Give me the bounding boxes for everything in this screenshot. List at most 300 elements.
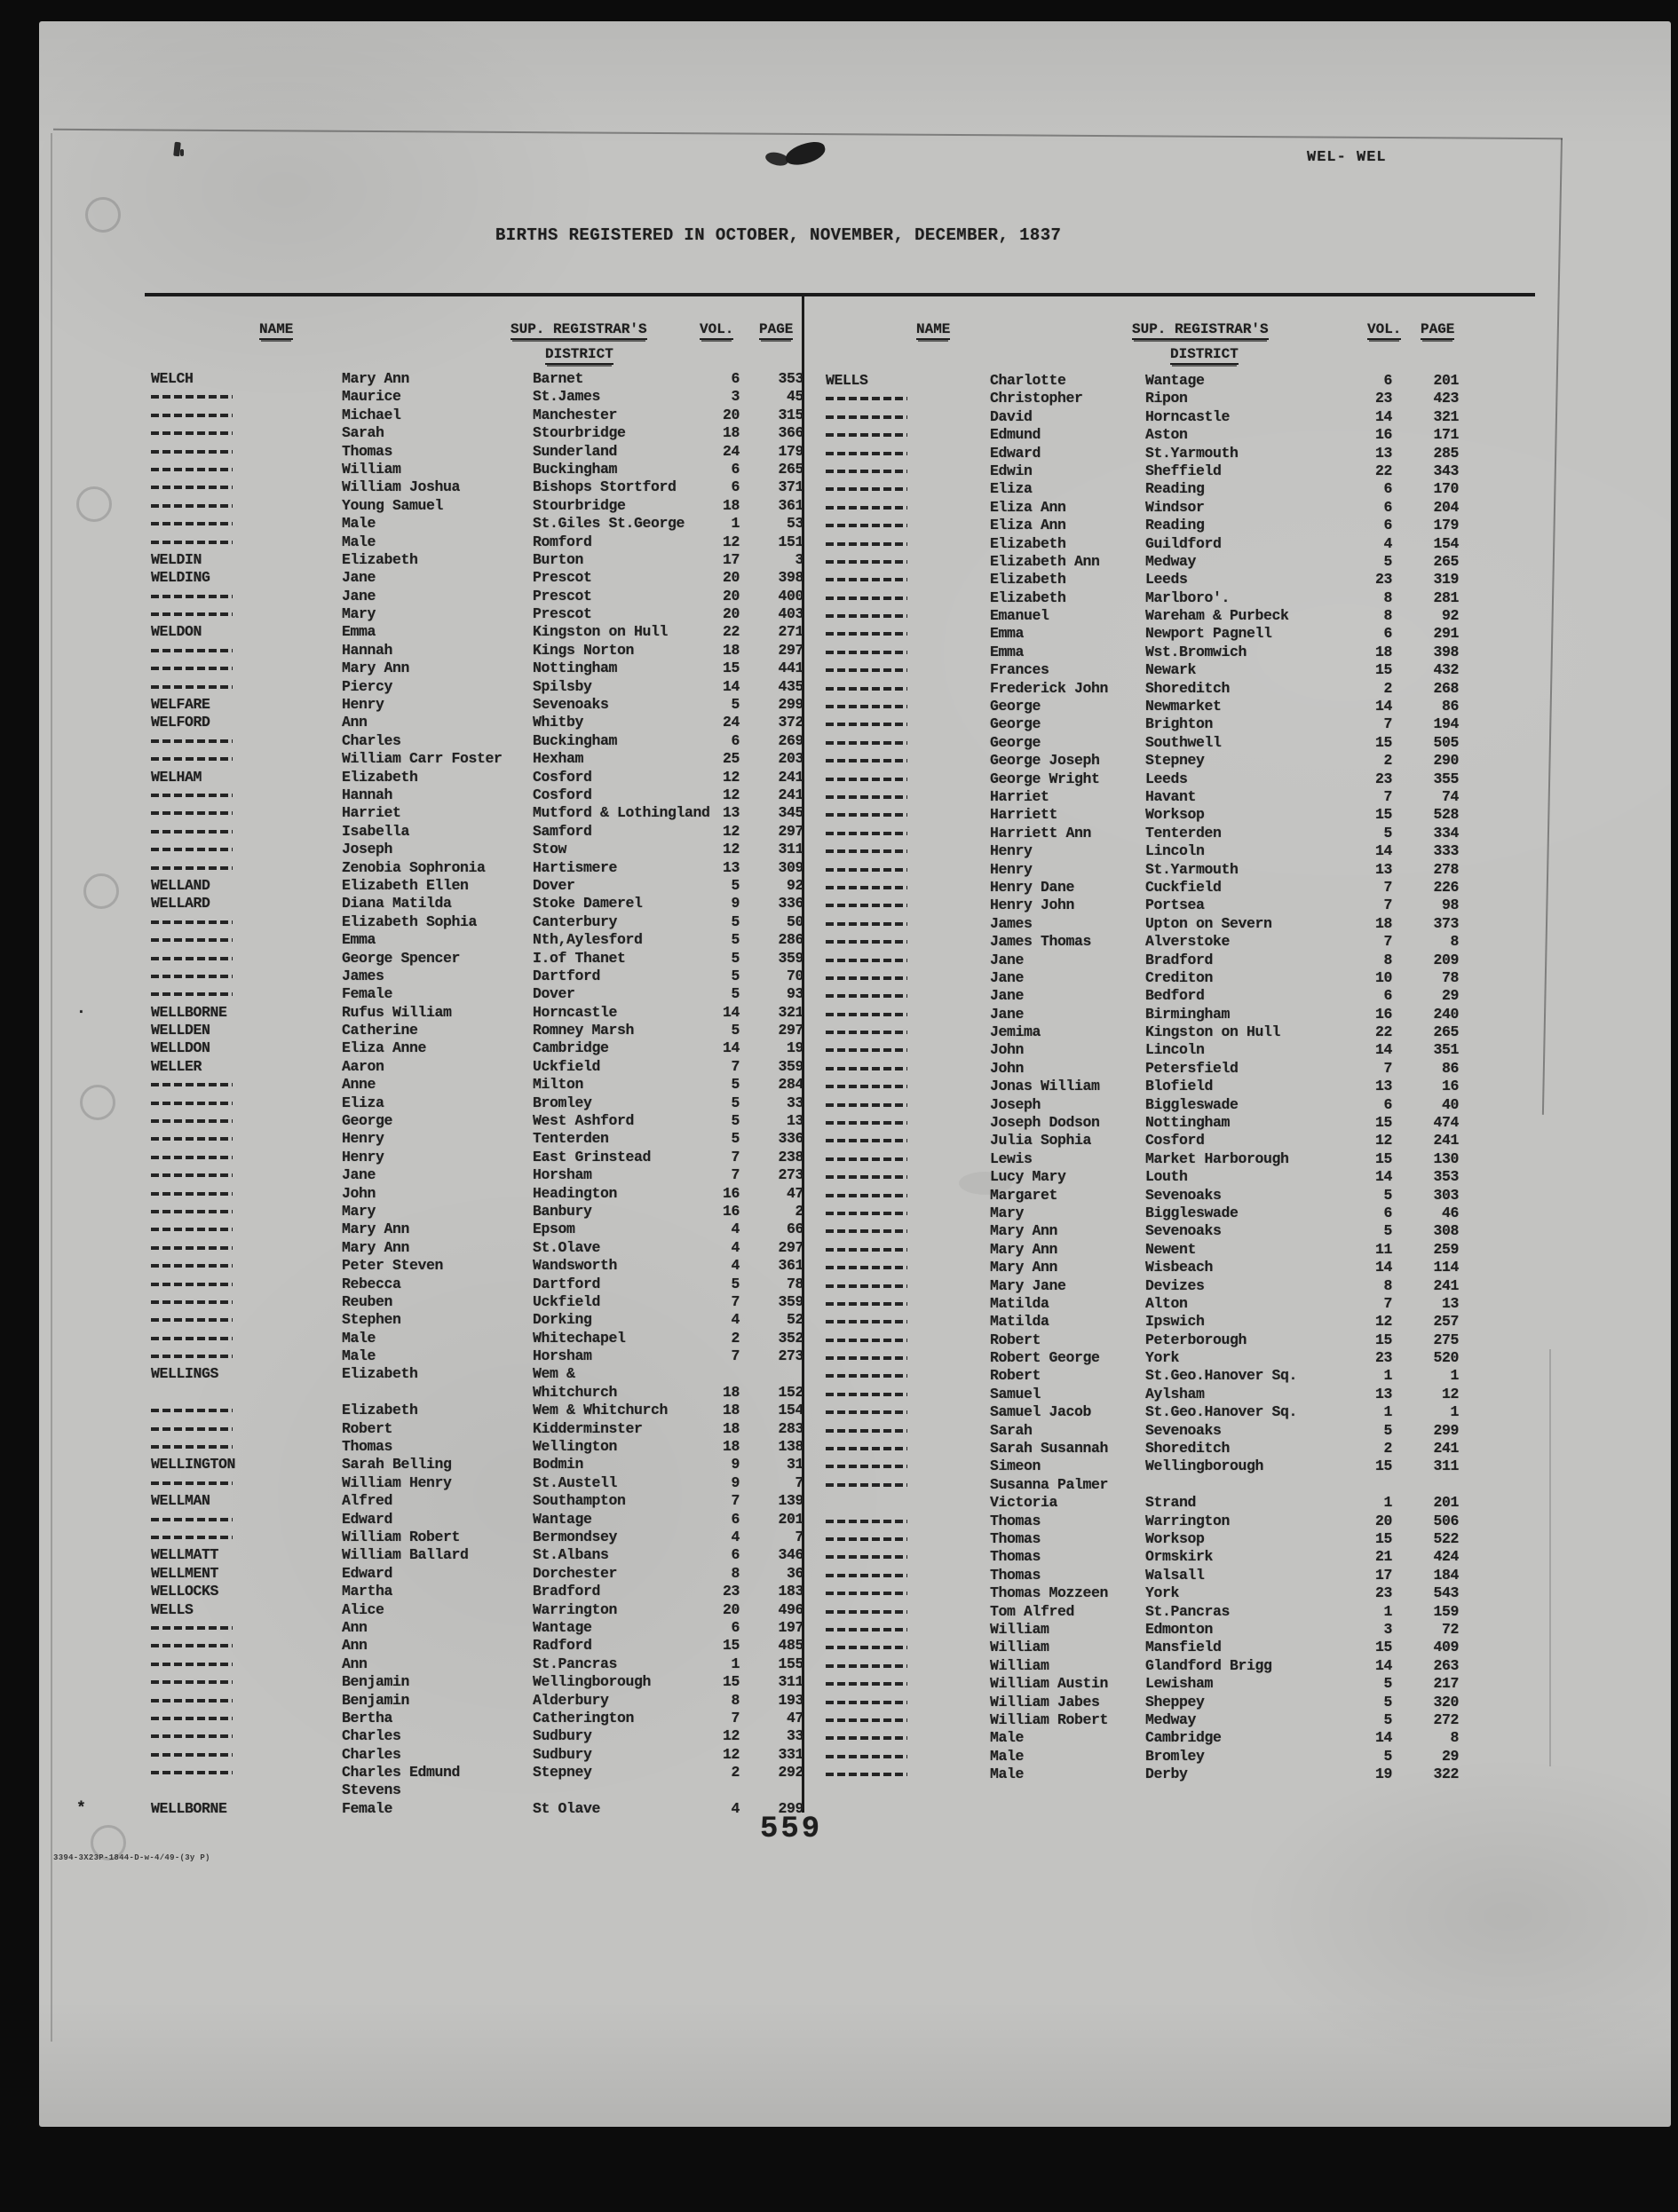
- page-title: BIRTHS REGISTERED IN OCTOBER, NOVEMBER, DECEMBER, 1837: [495, 225, 1062, 245]
- index-entry-row: [151, 1655, 808, 1673]
- district-cell: Leeds: [1145, 571, 1188, 589]
- index-entry-row: [151, 660, 808, 677]
- ditto-mark: [826, 1610, 907, 1614]
- volume-cell: 7: [1383, 878, 1392, 896]
- given-name-cell: George Joseph: [990, 752, 1100, 770]
- ditto-mark: [151, 1246, 233, 1250]
- ditto-mark: [151, 1518, 233, 1521]
- page-cell: 403: [778, 605, 803, 623]
- volume-cell: 12: [722, 768, 740, 786]
- volume-cell: 7: [731, 1492, 740, 1510]
- given-name-cell: Robert: [990, 1367, 1041, 1385]
- given-name-cell: Elizabeth: [342, 550, 418, 568]
- given-name-cell: Benjamin: [342, 1691, 410, 1709]
- index-entry-row: [826, 1621, 1483, 1639]
- index-entry-row: [151, 750, 808, 768]
- given-name-cell: Ann: [342, 1655, 368, 1672]
- page-cell: 308: [1433, 1222, 1459, 1240]
- page-cell: 238: [778, 1148, 803, 1165]
- volume-cell: 14: [1374, 842, 1392, 860]
- district-cell: Bedford: [1145, 987, 1205, 1005]
- district-cell: Warrington: [1145, 1512, 1231, 1529]
- district-cell: Edmonton: [1145, 1620, 1214, 1638]
- volume-cell: 4: [1383, 534, 1392, 552]
- given-name-cell: Eliza Anne: [342, 1039, 427, 1057]
- volume-cell: 15: [1374, 806, 1392, 824]
- given-name-cell: William Joshua: [342, 478, 461, 496]
- index-entry-row: [826, 535, 1483, 553]
- index-entry-row: [826, 462, 1483, 480]
- district-cell: Sunderland: [533, 442, 618, 460]
- ditto-mark: [826, 994, 907, 998]
- volume-cell: 6: [731, 370, 740, 387]
- page-cell: 522: [1433, 1530, 1459, 1547]
- surname-cell: [151, 1692, 233, 1702]
- ditto-mark: [151, 757, 233, 761]
- district-cell: Lincoln: [1145, 1041, 1205, 1059]
- page-cell: 179: [1433, 517, 1459, 534]
- index-entry-row: [151, 769, 808, 786]
- page-cell: 72: [1441, 1620, 1459, 1638]
- index-entry-row: [826, 1476, 1483, 1494]
- surname-cell: [826, 1041, 907, 1052]
- ditto-mark: [151, 938, 233, 942]
- given-name-cell: Thomas: [990, 1566, 1041, 1584]
- given-name-cell: George: [990, 715, 1041, 733]
- ditto-mark: [151, 1156, 233, 1159]
- page-cell: 7: [795, 1529, 803, 1545]
- page-cell: 8: [1450, 933, 1459, 951]
- given-name-cell: Elizabeth: [342, 1365, 418, 1383]
- surname-cell: [151, 388, 233, 399]
- page-cell: 130: [1433, 1149, 1459, 1167]
- district-cell: Guildford: [1145, 534, 1222, 552]
- index-entry-row: [826, 1006, 1483, 1023]
- given-name-cell: Bertha: [342, 1709, 393, 1726]
- volume-cell: 23: [1374, 390, 1392, 407]
- index-entry-row: [826, 788, 1483, 806]
- page-cell: 290: [1433, 752, 1459, 770]
- given-name-cell: Elizabeth Sophia: [342, 912, 478, 930]
- index-entry-row: [151, 1347, 808, 1365]
- ditto-mark: [826, 1013, 907, 1016]
- index-entry-row: [826, 1168, 1483, 1186]
- ditto-mark: [826, 959, 907, 962]
- given-name-cell: Robert: [342, 1419, 393, 1437]
- district-cell: Portsea: [1145, 897, 1205, 914]
- surname-cell: [826, 770, 907, 781]
- page-cell: 474: [1433, 1114, 1459, 1132]
- index-entry-row: [151, 1402, 808, 1419]
- ditto-mark: [826, 1194, 907, 1197]
- volume-cell: 4: [731, 1257, 740, 1275]
- page-cell: 409: [1433, 1639, 1459, 1656]
- volume-cell: 12: [722, 841, 740, 858]
- volume-cell: 6: [1383, 1204, 1392, 1221]
- col-header-vol-left: VOL.: [700, 321, 733, 340]
- volume-cell: 7: [1383, 1059, 1392, 1077]
- ditto-mark: [151, 975, 233, 978]
- given-name-cell: Mary Ann: [990, 1240, 1058, 1258]
- volume-cell: 15: [1374, 1331, 1392, 1348]
- margin-marker: ·: [76, 1003, 86, 1022]
- district-cell: Bromley: [533, 1094, 592, 1111]
- page-cell: 154: [1433, 534, 1459, 552]
- ditto-mark: [151, 830, 233, 833]
- page-cell: 257: [1433, 1313, 1459, 1331]
- volume-cell: 12: [1374, 1313, 1392, 1331]
- surname-cell: [151, 478, 233, 489]
- district-cell: Whitby: [533, 714, 584, 731]
- surname-cell: [151, 1746, 233, 1757]
- col-header-page-left: PAGE: [759, 321, 793, 340]
- index-entry-row: [151, 913, 808, 931]
- ditto-mark: [826, 1320, 907, 1323]
- ditto-mark: [151, 811, 233, 815]
- district-cell: St.Pancras: [533, 1655, 618, 1672]
- index-entry-row: [826, 680, 1483, 698]
- surname-cell: [826, 861, 907, 872]
- given-name-cell: Samuel Jacob: [990, 1403, 1092, 1421]
- given-name-cell: Lucy Mary: [990, 1168, 1066, 1186]
- ditto-mark: [826, 759, 907, 762]
- ditto-mark: [151, 468, 233, 471]
- volume-cell: 5: [731, 912, 740, 930]
- surname-cell: [151, 1420, 233, 1431]
- index-entry-row: [151, 804, 808, 822]
- district-cell: Blofield: [1145, 1078, 1214, 1095]
- col-header-district-right: SUP. REGISTRAR'S: [1132, 321, 1269, 340]
- index-entry-row: [826, 952, 1483, 969]
- surname-cell: [826, 1403, 907, 1414]
- ditto-mark: [826, 1157, 907, 1161]
- district-cell: Hexham: [533, 750, 584, 768]
- given-name-cell: Alfred: [342, 1492, 393, 1510]
- index-entry-row: [151, 443, 808, 461]
- index-entry-row: [151, 895, 808, 912]
- print-code: 3394-3X23P-1844-D-w-4/49-(3y P): [53, 1853, 210, 1862]
- page-cell: 432: [1433, 661, 1459, 679]
- district-cell: Bradford: [1145, 951, 1214, 968]
- surname-cell: [826, 571, 907, 581]
- given-name-cell: William Robert: [342, 1529, 461, 1545]
- page-cell: 400: [778, 587, 803, 604]
- page-cell: 309: [778, 858, 803, 876]
- given-name-cell: Joseph Dodson: [990, 1114, 1100, 1132]
- given-name-cell: Julia Sophia: [990, 1132, 1092, 1149]
- ditto-mark: [151, 1173, 233, 1177]
- surname-cell: [826, 1711, 907, 1722]
- surname-cell: WELLBORNE: [151, 1003, 227, 1021]
- index-entry-row: [826, 1748, 1483, 1766]
- index-entry-row: [826, 1440, 1483, 1458]
- index-entry-row: [151, 1420, 808, 1438]
- surname-cell: [826, 1096, 907, 1107]
- index-table-left: [76, 370, 808, 1818]
- volume-cell: 13: [1374, 1385, 1392, 1402]
- given-name-cell: Harriet: [342, 804, 401, 822]
- page-cell: 441: [778, 660, 803, 677]
- surname-cell: [826, 517, 907, 527]
- surname-cell: [151, 1438, 233, 1449]
- page-cell: 265: [778, 460, 803, 478]
- district-cell: Birmingham: [1145, 1005, 1231, 1023]
- col-header-district2-left: DISTRICT: [545, 346, 613, 365]
- index-entry-row: [826, 607, 1483, 625]
- surname-cell: [151, 1239, 233, 1250]
- district-cell: Petersfield: [1145, 1059, 1239, 1077]
- surname-cell: [151, 424, 233, 435]
- index-entry-row: [826, 842, 1483, 860]
- ditto-mark: [151, 957, 233, 960]
- district-cell: Southwell: [1145, 733, 1222, 751]
- district-cell: Cosford: [533, 786, 592, 803]
- given-name-cell: Charles: [342, 731, 401, 749]
- district-cell: Marlboro'.: [1145, 589, 1231, 606]
- surname-cell: [826, 1259, 907, 1269]
- volume-cell: 12: [722, 822, 740, 840]
- surname-cell: WELLS: [151, 1600, 194, 1618]
- volume-cell: 6: [731, 731, 740, 749]
- index-entry-row: [151, 1203, 808, 1221]
- ditto-mark: [826, 813, 907, 817]
- given-name-cell: Edwin: [990, 462, 1033, 479]
- index-entry-row: [151, 1293, 808, 1311]
- index-entry-row: [151, 1764, 808, 1781]
- given-name-cell: Male: [342, 1347, 376, 1365]
- ditto-mark: [826, 1175, 907, 1179]
- ditto-mark: [826, 1229, 907, 1233]
- surname-cell: [826, 1241, 907, 1252]
- surname-cell: WELFARE: [151, 696, 210, 714]
- surname-cell: [151, 660, 233, 670]
- surname-cell: [826, 1313, 907, 1323]
- surname-cell: [826, 879, 907, 889]
- surname-cell: [151, 605, 233, 616]
- index-entry-row: [826, 499, 1483, 517]
- given-name-cell: Elizabeth: [990, 534, 1066, 552]
- surname-cell: [151, 1311, 233, 1322]
- ditto-mark: [151, 1337, 233, 1340]
- volume-cell: 1: [1383, 1367, 1392, 1385]
- given-name-cell: Matilda: [990, 1313, 1049, 1331]
- index-entry-row: [826, 1694, 1483, 1711]
- surname-cell: [151, 823, 233, 833]
- index-entry-row: [826, 571, 1483, 589]
- col-header-vol-right: VOL.: [1367, 321, 1401, 340]
- index-entry-row: [151, 1781, 808, 1799]
- volume-cell: 15: [722, 1673, 740, 1691]
- page-cell: 321: [1433, 407, 1459, 425]
- district-cell: Prescot: [533, 587, 592, 604]
- given-name-cell: Stevens: [342, 1781, 401, 1799]
- volume-cell: 5: [731, 1130, 740, 1148]
- ditto-mark: [826, 795, 907, 799]
- surname-cell: [826, 644, 907, 654]
- page-cell: 36: [786, 1564, 803, 1582]
- surname-cell: [151, 1203, 233, 1213]
- index-entry-row: [826, 661, 1483, 679]
- given-name-cell: Piercy: [342, 677, 393, 695]
- surname-cell: [826, 1205, 907, 1215]
- volume-cell: 5: [731, 931, 740, 949]
- volume-cell: 18: [1374, 643, 1392, 660]
- index-entry-row: [826, 1494, 1483, 1512]
- surname-cell: [826, 1694, 907, 1704]
- page-cell: 297: [778, 1238, 803, 1256]
- volume-cell: 7: [731, 1292, 740, 1310]
- given-name-cell: Peter Steven: [342, 1257, 444, 1275]
- volume-cell: 17: [722, 550, 740, 568]
- surname-cell: [826, 698, 907, 708]
- given-name-cell: Ann: [342, 1637, 368, 1655]
- ditto-mark: [151, 504, 233, 508]
- surname-cell: [151, 1185, 233, 1196]
- district-cell: Nottingham: [533, 660, 618, 677]
- volume-cell: 13: [1374, 1078, 1392, 1095]
- volume-cell: 14: [1374, 1259, 1392, 1276]
- ditto-mark: [151, 1753, 233, 1757]
- volume-cell: 6: [731, 460, 740, 478]
- district-cell: Bromley: [1145, 1747, 1205, 1765]
- page-cell: 435: [778, 677, 803, 695]
- volume-cell: 8: [1383, 1276, 1392, 1294]
- given-name-cell: Jonas William: [990, 1078, 1100, 1095]
- ditto-mark: [826, 1718, 907, 1722]
- index-entry-row: [151, 1166, 808, 1184]
- volume-cell: 20: [722, 605, 740, 623]
- given-name-cell: Mary Ann: [342, 1221, 410, 1238]
- page-cell: 359: [778, 949, 803, 967]
- index-entry-row: [826, 987, 1483, 1005]
- district-cell: Biggleswade: [1145, 1095, 1239, 1113]
- surname-cell: [826, 806, 907, 817]
- index-entry-row: [826, 480, 1483, 498]
- ditto-mark: [151, 1318, 233, 1322]
- page-cell: 159: [1433, 1602, 1459, 1620]
- index-entry-row: [151, 1619, 808, 1637]
- index-entry-row: [151, 1456, 808, 1473]
- page-cell: 506: [1433, 1512, 1459, 1529]
- given-name-cell: Joseph: [342, 841, 393, 858]
- page-cell: 320: [1433, 1693, 1459, 1710]
- given-name-cell: Susanna Palmer: [990, 1475, 1109, 1493]
- given-name-cell: Edward: [342, 1510, 393, 1528]
- ditto-mark: [826, 651, 907, 654]
- index-entry-row: [151, 1311, 808, 1329]
- surname-cell: [826, 1349, 907, 1360]
- district-cell: Prescot: [533, 569, 592, 587]
- page-cell: 92: [1441, 607, 1459, 625]
- volume-cell: 14: [722, 677, 740, 695]
- volume-cell: 23: [1374, 571, 1392, 589]
- ditto-mark: [151, 1409, 233, 1412]
- ditto-mark: [826, 487, 907, 491]
- ditto-mark: [826, 1701, 907, 1704]
- ditto-mark: [826, 849, 907, 853]
- ditto-mark: [826, 614, 907, 618]
- index-entry-row: [826, 1150, 1483, 1168]
- surname-cell: [826, 1657, 907, 1668]
- page-cell: 154: [778, 1402, 803, 1419]
- index-entry-row: [826, 698, 1483, 715]
- ditto-mark: [151, 486, 233, 489]
- district-cell: Tenterden: [533, 1130, 609, 1148]
- district-cell: Wem & Whitchurch: [533, 1402, 669, 1419]
- ditto-mark: [826, 1664, 907, 1668]
- volume-cell: 5: [731, 1076, 740, 1094]
- surname-cell: [826, 1422, 907, 1433]
- volume-cell: 5: [731, 1112, 740, 1130]
- index-entry-row: [826, 1041, 1483, 1059]
- surname-cell: [826, 1621, 907, 1631]
- index-entry-row: [151, 1546, 808, 1564]
- district-cell: Tenterden: [1145, 824, 1222, 841]
- page-cell: 29: [1441, 1747, 1459, 1765]
- surname-cell: [826, 1078, 907, 1088]
- index-entry-row: [151, 1257, 808, 1275]
- index-entry-row: [151, 1185, 808, 1203]
- surname-cell: [151, 1149, 233, 1159]
- district-cell: St.Geo.Hanover Sq.: [1145, 1403, 1298, 1421]
- volume-cell: 21: [1374, 1548, 1392, 1566]
- index-entry-row: [826, 1422, 1483, 1440]
- index-entry-row: [151, 1022, 808, 1039]
- ditto-mark: [151, 414, 233, 417]
- page-cell: 78: [786, 1275, 803, 1292]
- volume-cell: 14: [1374, 1729, 1392, 1747]
- given-name-cell: Henry: [342, 1148, 384, 1165]
- ditto-mark: [151, 1663, 233, 1666]
- ditto-mark: [826, 506, 907, 510]
- ditto-mark: [151, 1536, 233, 1539]
- given-name-cell: Eliza Ann: [990, 498, 1066, 516]
- ditto-mark: [151, 541, 233, 544]
- page-cell: 281: [1433, 589, 1459, 606]
- given-name-cell: Young Samuel: [342, 496, 444, 514]
- given-name-cell: Elizabeth: [990, 571, 1066, 589]
- district-cell: Leeds: [1145, 770, 1188, 787]
- volume-cell: 7: [731, 1057, 740, 1075]
- volume-cell: 7: [1383, 715, 1392, 733]
- given-name-cell: Jemima: [990, 1023, 1041, 1041]
- given-name-cell: Emma: [342, 931, 376, 949]
- ditto-mark: [826, 922, 907, 926]
- given-name-cell: Aaron: [342, 1057, 384, 1075]
- district-cell: Medway: [1145, 552, 1197, 570]
- given-name-cell: Mary Ann: [342, 660, 410, 677]
- ditto-mark: [151, 1210, 233, 1213]
- volume-cell: 7: [1383, 933, 1392, 951]
- surname-cell: [826, 897, 907, 907]
- page-cell: 371: [778, 478, 803, 496]
- page-cell: 226: [1433, 878, 1459, 896]
- index-entry-row: [151, 478, 808, 496]
- given-name-cell: Isabella: [342, 822, 410, 840]
- index-entry-row: [151, 1710, 808, 1727]
- index-entry-row: [151, 1130, 808, 1148]
- volume-cell: 5: [731, 1275, 740, 1292]
- district-cell: Kidderminster: [533, 1419, 643, 1437]
- index-entry-row: [151, 461, 808, 478]
- volume-cell: 10: [1374, 968, 1392, 986]
- district-cell: Cambridge: [1145, 1729, 1222, 1747]
- surname-cell: [826, 915, 907, 926]
- district-cell: Newark: [1145, 661, 1197, 679]
- given-name-cell: Joseph: [990, 1095, 1041, 1113]
- ditto-mark: [151, 1264, 233, 1268]
- volume-cell: 6: [731, 1618, 740, 1636]
